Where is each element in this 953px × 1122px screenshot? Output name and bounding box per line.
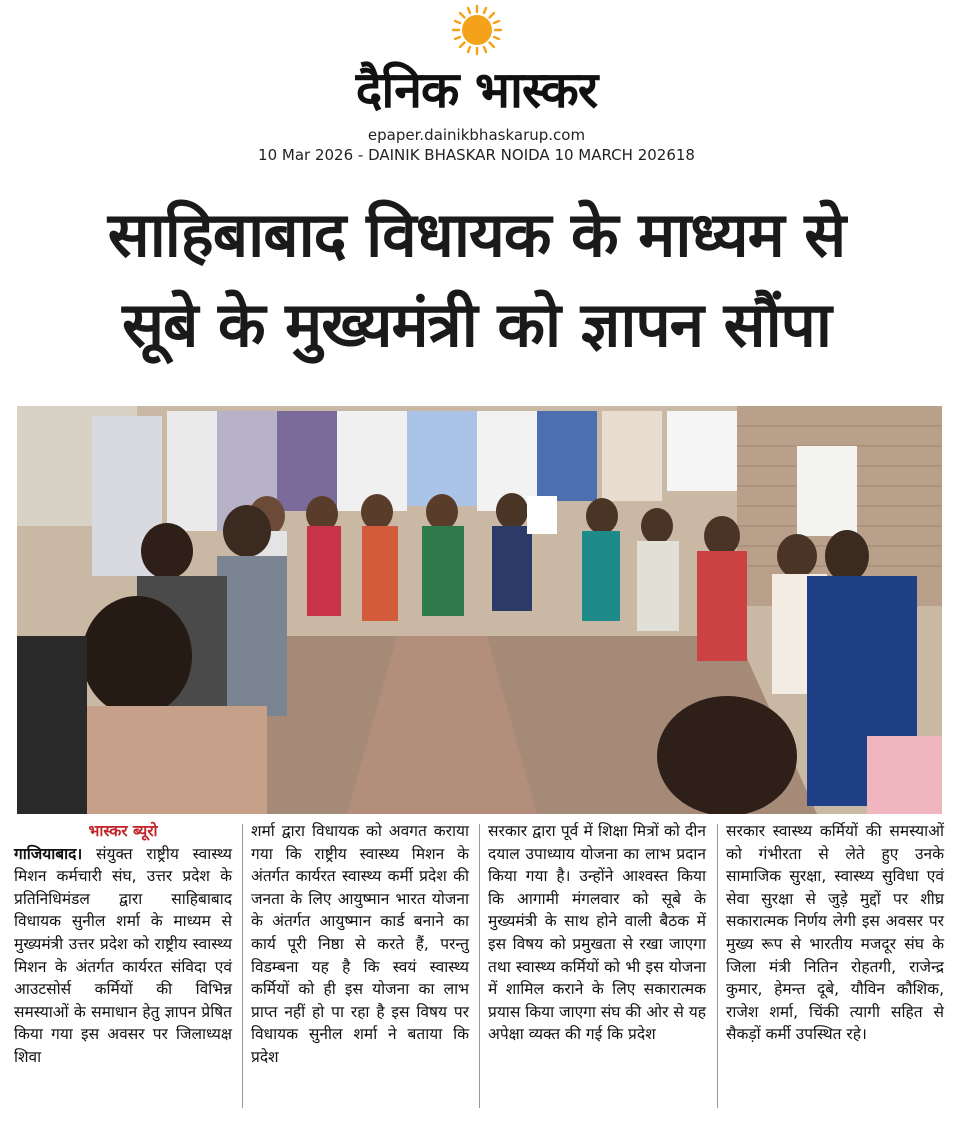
article-column-4 [726, 820, 944, 1046]
article-body [14, 820, 944, 1110]
masthead [0, 0, 953, 170]
article-headline [10, 190, 943, 370]
article-column-3 [488, 820, 706, 1046]
byline: भास्कर ब्यूरो [88, 822, 158, 840]
paragraph-2: शर्मा द्वारा विधायक को अवगत कराया गया कि राष्ट्रीय स्वास्थ्य मिशन के अंतर्गत कार्यरत स्वास्थ्य कर्मी प्रदेश की जनता के लिए आयुष्मान भारत योजना के अंतर्गत आयुष्मान कार्ड बनाने का कार्य पूरी निष्ठा से करते हैं, परन्तु विडम्बना यह है कि स्वयं स्वास्थ्य कर्मियों को ही इस योजना का लाभ प्राप्त नहीं हो पा रहा है इस विषय पर विधायक सुनील शर्मा ने बताया कि प्रदेश [251, 822, 469, 1066]
sun-icon [451, 4, 503, 56]
column-divider [479, 824, 480, 1108]
headline-line-2: सूबे के मुख्यमंत्री को ज्ञापन सौंपा [122, 288, 831, 361]
news-photo [17, 406, 942, 814]
article-column-2 [251, 820, 469, 1069]
paragraph-1: संयुक्त राष्ट्रीय स्वास्थ्य मिशन कर्मचारी संघ, उत्तर प्रदेश के प्रतिनिधिमंडल द्वारा साहिबाबाद विधायक सुनील शर्मा के माध्यम से मुख्यमंत्री उत्तर प्रदेश को राष्ट्रीय स्वास्थ्य मिशन के अंतर्गत कार्यरत संविदा एवं आउटसोर्स कर्मियों की विभिन्न समस्याओं के समाधान हेतु ज्ञापन प्रेषित किया गया इस अवसर पर जिलाध्यक्ष शिवा [14, 844, 232, 1066]
paragraph-4: सरकार स्वास्थ्य कर्मियों की समस्याओं को गंभीरता से लेते हुए उनके सामाजिक सुरक्षा, स्वास्थ्य सुविधा एवं सेवा सुरक्षा से जुड़े मुद्दों पर शीघ्र सकारात्मक निर्णय लेगी इस अवसर पर मुख्य रूप से भारतीय मजदूर संघ के जिला मंत्री नितिन रोहतगी, राजेन्द्र कुमार, हेमन्त दूबे, यौविन कौशिक, राजेश शर्मा, चिंकी त्यागी सहित से सैकड़ों कर्मी उपस्थित रहे। [726, 822, 944, 1044]
paragraph-3: सरकार द्वारा पूर्व में शिक्षा मित्रों को दीन दयाल उपाध्याय योजना का लाभ प्रदान किया गया है। उन्होंने आश्वस्त किया कि आगामी मंगलवार को सूबे के मुख्यमंत्री के साथ होने वाली बैठक में इस विषय को प्रमुखता से रखा जाएगा तथा स्वास्थ्य कर्मियों को भी इस योजना में शामिल कराने के लिए सकारात्मक प्रयास किया जाएगा संघ की ओर से यह अपेक्षा व्यक्त की गई कि प्रदेश [488, 822, 706, 1044]
dateline: गाजियाबाद। [14, 844, 83, 863]
column-divider [242, 824, 243, 1108]
newspaper-logo: दैनिक भास्कर [355, 61, 598, 119]
column-divider [717, 824, 718, 1108]
article-column-1 [14, 820, 232, 1069]
edition-date-line: 10 Mar 2026 - DAINIK BHASKAR NOIDA 10 MARCH 202618 [258, 146, 695, 164]
headline-line-1: साहिबाबाद विधायक के माध्यम से [107, 198, 846, 271]
epaper-url: epaper.dainikbhaskarup.com [367, 126, 586, 144]
photo-illustration [17, 406, 942, 814]
column-text-1 [14, 843, 232, 1069]
